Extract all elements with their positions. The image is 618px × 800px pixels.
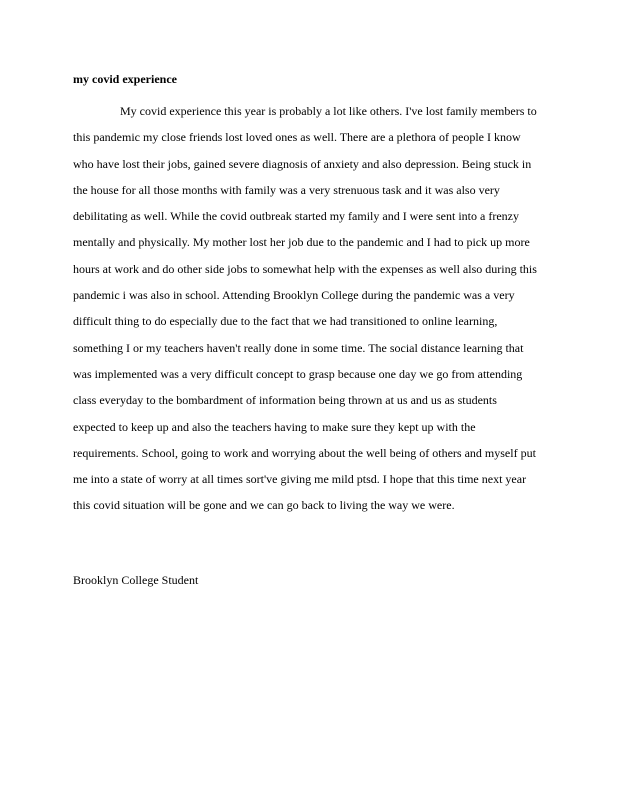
- body-line: class everyday to the bombardment of information being thrown at us and us as students: [73, 393, 497, 408]
- body-line: hours at work and do other side jobs to somewhat help with the expenses as well also during this: [73, 261, 537, 276]
- body-line: requirements. School, going to work and worrying about the well being of others and myself put: [73, 445, 536, 460]
- document-title: my covid experience: [73, 72, 177, 86]
- body-line: expected to keep up and also the teachers having to make sure they kept up with the: [73, 419, 476, 434]
- body-line: this covid situation will be gone and we can go back to living the way we were.: [73, 498, 455, 513]
- body-line: mentally and physically. My mother lost her job due to the pandemic and I had to pick up more: [73, 235, 530, 250]
- body-line: pandemic i was also in school. Attending Brooklyn College during the pandemic was a very: [73, 288, 515, 303]
- body-line: something I or my teachers haven't really done in some time. The social distance learning that: [73, 340, 524, 355]
- body-line: difficult thing to do especially due to the fact that we had transitioned to online learning,: [73, 314, 498, 329]
- body-line: debilitating as well. While the covid outbreak started my family and I were sent into a frenzy: [73, 209, 519, 224]
- essay-body: [73, 98, 553, 519]
- body-line: My covid experience this year is probably a lot like others. I've lost family members to: [120, 104, 537, 118]
- body-line: me into a state of worry at all times sort've giving me mild ptsd. I hope that this time next year: [73, 472, 527, 487]
- body-line: who have lost their jobs, gained severe diagnosis of anxiety and also depression. Being stuck in: [73, 156, 532, 171]
- body-line: this pandemic my close friends lost loved ones as well. There are a plethora of people I know: [73, 130, 521, 145]
- signature: Brooklyn College Student: [73, 573, 199, 587]
- body-line: was implemented was a very difficult concept to grasp because one day we go from attending: [73, 366, 523, 381]
- body-line: the house for all those months with family was a very strenuous task and it was also very: [73, 182, 500, 197]
